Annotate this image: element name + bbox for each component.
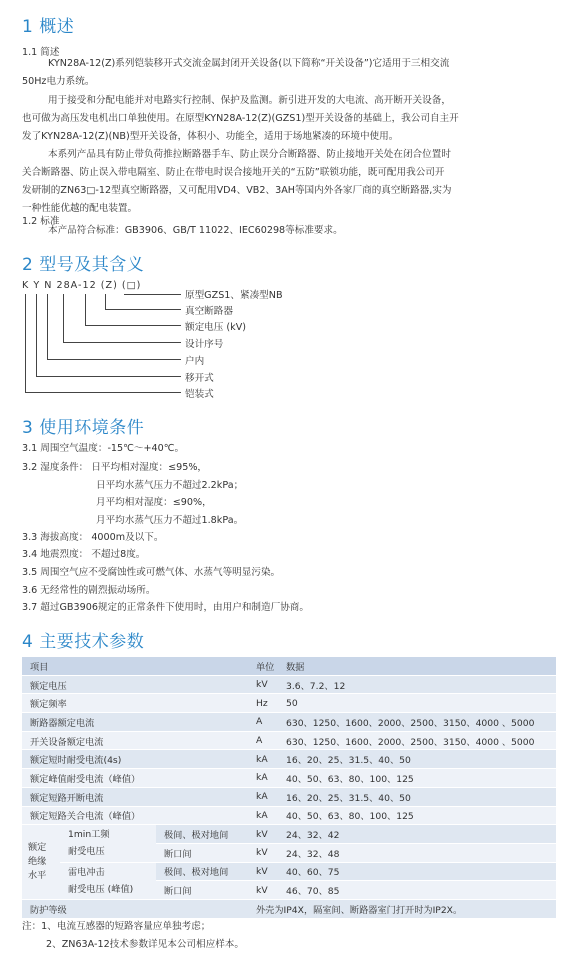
row-unit: kA: [250, 787, 278, 806]
env-line-2: 3.2 湿度条件： 日平均相对湿度：≤95%，: [22, 462, 208, 473]
row-unit: A: [250, 731, 278, 750]
table-row: [22, 731, 556, 750]
section-1-title: 1 概述: [22, 17, 75, 37]
table-header-row: [22, 657, 556, 675]
header-item: 项目: [22, 657, 250, 675]
row-data: 24、32、42: [278, 825, 556, 844]
row-unit: kV: [250, 862, 278, 881]
table-row: [22, 825, 556, 844]
insulation-group-line-2: 绝缘: [28, 856, 47, 868]
row-unit: kV: [250, 825, 278, 844]
leader-line-y: [36, 294, 37, 376]
leader-line-y-h: [36, 376, 181, 377]
tech-params-table: [22, 657, 556, 919]
insulation-sub-2-line-2: 耐受电压 (峰值): [68, 883, 134, 895]
model-label-3: 额定电压 (kV): [185, 322, 247, 333]
row-unit: kV: [250, 881, 278, 900]
table-row: [22, 769, 556, 788]
insulation-sub-1: [60, 825, 156, 862]
table-row: [22, 713, 556, 732]
row-item: 额定频率: [22, 694, 250, 713]
row-item: 断路器额定电流: [22, 713, 250, 732]
table-row: [22, 694, 556, 713]
section-2-title: 2 型号及其含义: [22, 255, 145, 275]
env-line-7: 3.4 地震烈度： 不超过8度。: [22, 549, 146, 560]
section-4-title: 4 主要技术参数: [22, 632, 145, 652]
leader-line-z-h: [105, 309, 181, 310]
para-4: 本产品符合标准：GB3906、GB/T 11022、IEC60298等标准要求。: [48, 225, 343, 236]
para-3-line-4: 一种性能优越的配电装置。: [22, 203, 138, 214]
model-label-6: 移开式: [185, 373, 214, 384]
leader-line-28a: [63, 294, 64, 342]
insulation-sub-1-line-2: 耐受电压: [68, 846, 105, 858]
note-2: 2、ZN63A-12技术参数详见本公司相应样本。: [46, 939, 244, 950]
row-data: 外壳为IP4X，隔室间、断路器室门打开时为IP2X。: [250, 899, 556, 918]
para-2-line-2: 也可做为高压发电机出口单独使用。在原型KYN28A-12(Z)(GZS1)型开关设备的基础上，我公司自主开: [22, 113, 459, 124]
para-1-line-2: 50Hz电力系统。: [22, 76, 95, 87]
row-unit: A: [250, 713, 278, 732]
row-unit: kV: [250, 843, 278, 862]
env-line-6: 3.3 海拔高度： 4000m及以下。: [22, 532, 164, 543]
table-row: [22, 862, 556, 881]
env-line-5: 月平均水蒸气压力不超过1.8kPa。: [96, 515, 244, 526]
insulation-sub-2: [60, 862, 156, 899]
row-data: 630、1250、1600、2000、2500、3150、4000 、5000: [278, 713, 556, 732]
row-unit: kA: [250, 769, 278, 788]
model-label-4: 设计序号: [185, 339, 224, 350]
row-data: 3.6、7.2、12: [278, 675, 556, 694]
row-item: 额定短时耐受电流(4s): [22, 750, 250, 769]
leader-line-12: [85, 294, 86, 325]
insulation-mode: 断口间: [156, 843, 250, 862]
model-label-5: 户内: [185, 356, 205, 367]
env-line-10: 3.7 超过GB3906规定的正常条件下使用时，由用户和制造厂协商。: [22, 602, 309, 613]
env-line-3: 日平均水蒸气压力不超过2.2kPa；: [96, 480, 244, 491]
row-item: 额定短路开断电流: [22, 787, 250, 806]
leader-line-n: [47, 294, 48, 359]
header-data: 数据: [278, 657, 556, 675]
leader-line-z: [105, 294, 106, 309]
leader-line-k: [25, 294, 26, 392]
insulation-group-label: [22, 825, 60, 900]
para-3-line-2: 关合断路器、防止误入带电隔室、防止在带电时误合接地开关的“五防”联锁功能，既可配用我公司开: [22, 167, 445, 178]
row-unit: Hz: [250, 694, 278, 713]
subsection-1-1: 1.1 简述: [22, 47, 60, 58]
row-data: 40、50、63、80、100、125: [278, 806, 556, 825]
row-data: 16、20、25、31.5、40、50: [278, 787, 556, 806]
note-1: 注：1、电流互感器的短路容量应单独考虑；: [22, 921, 211, 932]
insulation-sub-2-line-1: 雷电冲击: [68, 866, 105, 878]
para-2-line-3: 发了KYN28A-12(Z)(NB)型开关设备，体积小、功能全，适用于场地紧凑的环境中使用。: [22, 131, 399, 142]
env-line-4: 月平均相对湿度：≤90%，: [96, 497, 212, 508]
header-unit: 单位: [250, 657, 278, 675]
row-item: 额定峰值耐受电流（峰值）: [22, 769, 250, 788]
para-1-line-1: KYN28A-12(Z)系列铠装移开式交流金属封闭开关设备(以下简称“开关设备”)它适用于三相交流: [48, 58, 450, 69]
leader-line-box-h: [124, 294, 181, 295]
row-item: 额定电压: [22, 675, 250, 694]
model-label-2: 真空断路器: [185, 306, 233, 317]
insulation-sub-1-line-1: 1min工频: [68, 829, 110, 841]
table-row: [22, 899, 556, 918]
leader-line-28a-h: [63, 342, 181, 343]
para-3-line-1: 本系列产品具有防止带负荷推拉断路器手车、防止误分合断路器、防止接地开关处在闭合位置时: [48, 149, 451, 160]
row-item: 开关设备额定电流: [22, 731, 250, 750]
model-label-7: 铠装式: [185, 389, 214, 400]
model-label-1: 原型GZS1、紧凑型NB: [185, 290, 283, 301]
env-line-8: 3.5 周围空气应不受腐蚀性或可燃气体、水蒸气等明显污染。: [22, 567, 281, 578]
row-unit: kA: [250, 806, 278, 825]
row-unit: kA: [250, 750, 278, 769]
row-unit: kV: [250, 675, 278, 694]
table-row: [22, 675, 556, 694]
row-data: 16、20、25、31.5、40、50: [278, 750, 556, 769]
insulation-mode: 极间、极对地间: [156, 862, 250, 881]
insulation-group-line-1: 额定: [28, 842, 47, 854]
insulation-mode: 极间、极对地间: [156, 825, 250, 844]
table-row: [22, 806, 556, 825]
row-item: 防护等级: [22, 899, 250, 918]
insulation-group-line-3: 水平: [28, 870, 47, 882]
row-data: 50: [278, 694, 556, 713]
row-data: 24、32、48: [278, 843, 556, 862]
table-row: [22, 750, 556, 769]
leader-line-12-h: [85, 325, 181, 326]
insulation-mode: 断口间: [156, 881, 250, 900]
model-code: K Y N 28A-12 (Z) (□): [22, 280, 142, 291]
row-data: 40、60、75: [278, 862, 556, 881]
env-line-1: 3.1 周围空气温度：-15℃～+40℃。: [22, 443, 185, 454]
env-line-9: 3.6 无经常性的剧烈振动场所。: [22, 585, 156, 596]
para-3-line-3: 发研制的ZN63□-12型真空断路器，又可配用VD4、VB2、3AH等国内外各家厂商的真空断路器,实为: [22, 185, 452, 196]
row-data: 46、70、85: [278, 881, 556, 900]
subsection-1-2: 1.2 标准: [22, 216, 60, 227]
para-2-line-1: 用于接受和分配电能并对电路实行控制、保护及监测。新引进开发的大电流、高开断开关设备，: [48, 95, 451, 106]
leader-line-n-h: [47, 359, 181, 360]
row-item: 额定短路关合电流（峰值）: [22, 806, 250, 825]
table-row: [22, 787, 556, 806]
section-3-title: 3 使用环境条件: [22, 418, 145, 438]
row-data: 630、1250、1600、2000、2500、3150、4000 、5000: [278, 731, 556, 750]
row-data: 40、50、63、80、100、125: [278, 769, 556, 788]
leader-line-k-h: [25, 392, 181, 393]
